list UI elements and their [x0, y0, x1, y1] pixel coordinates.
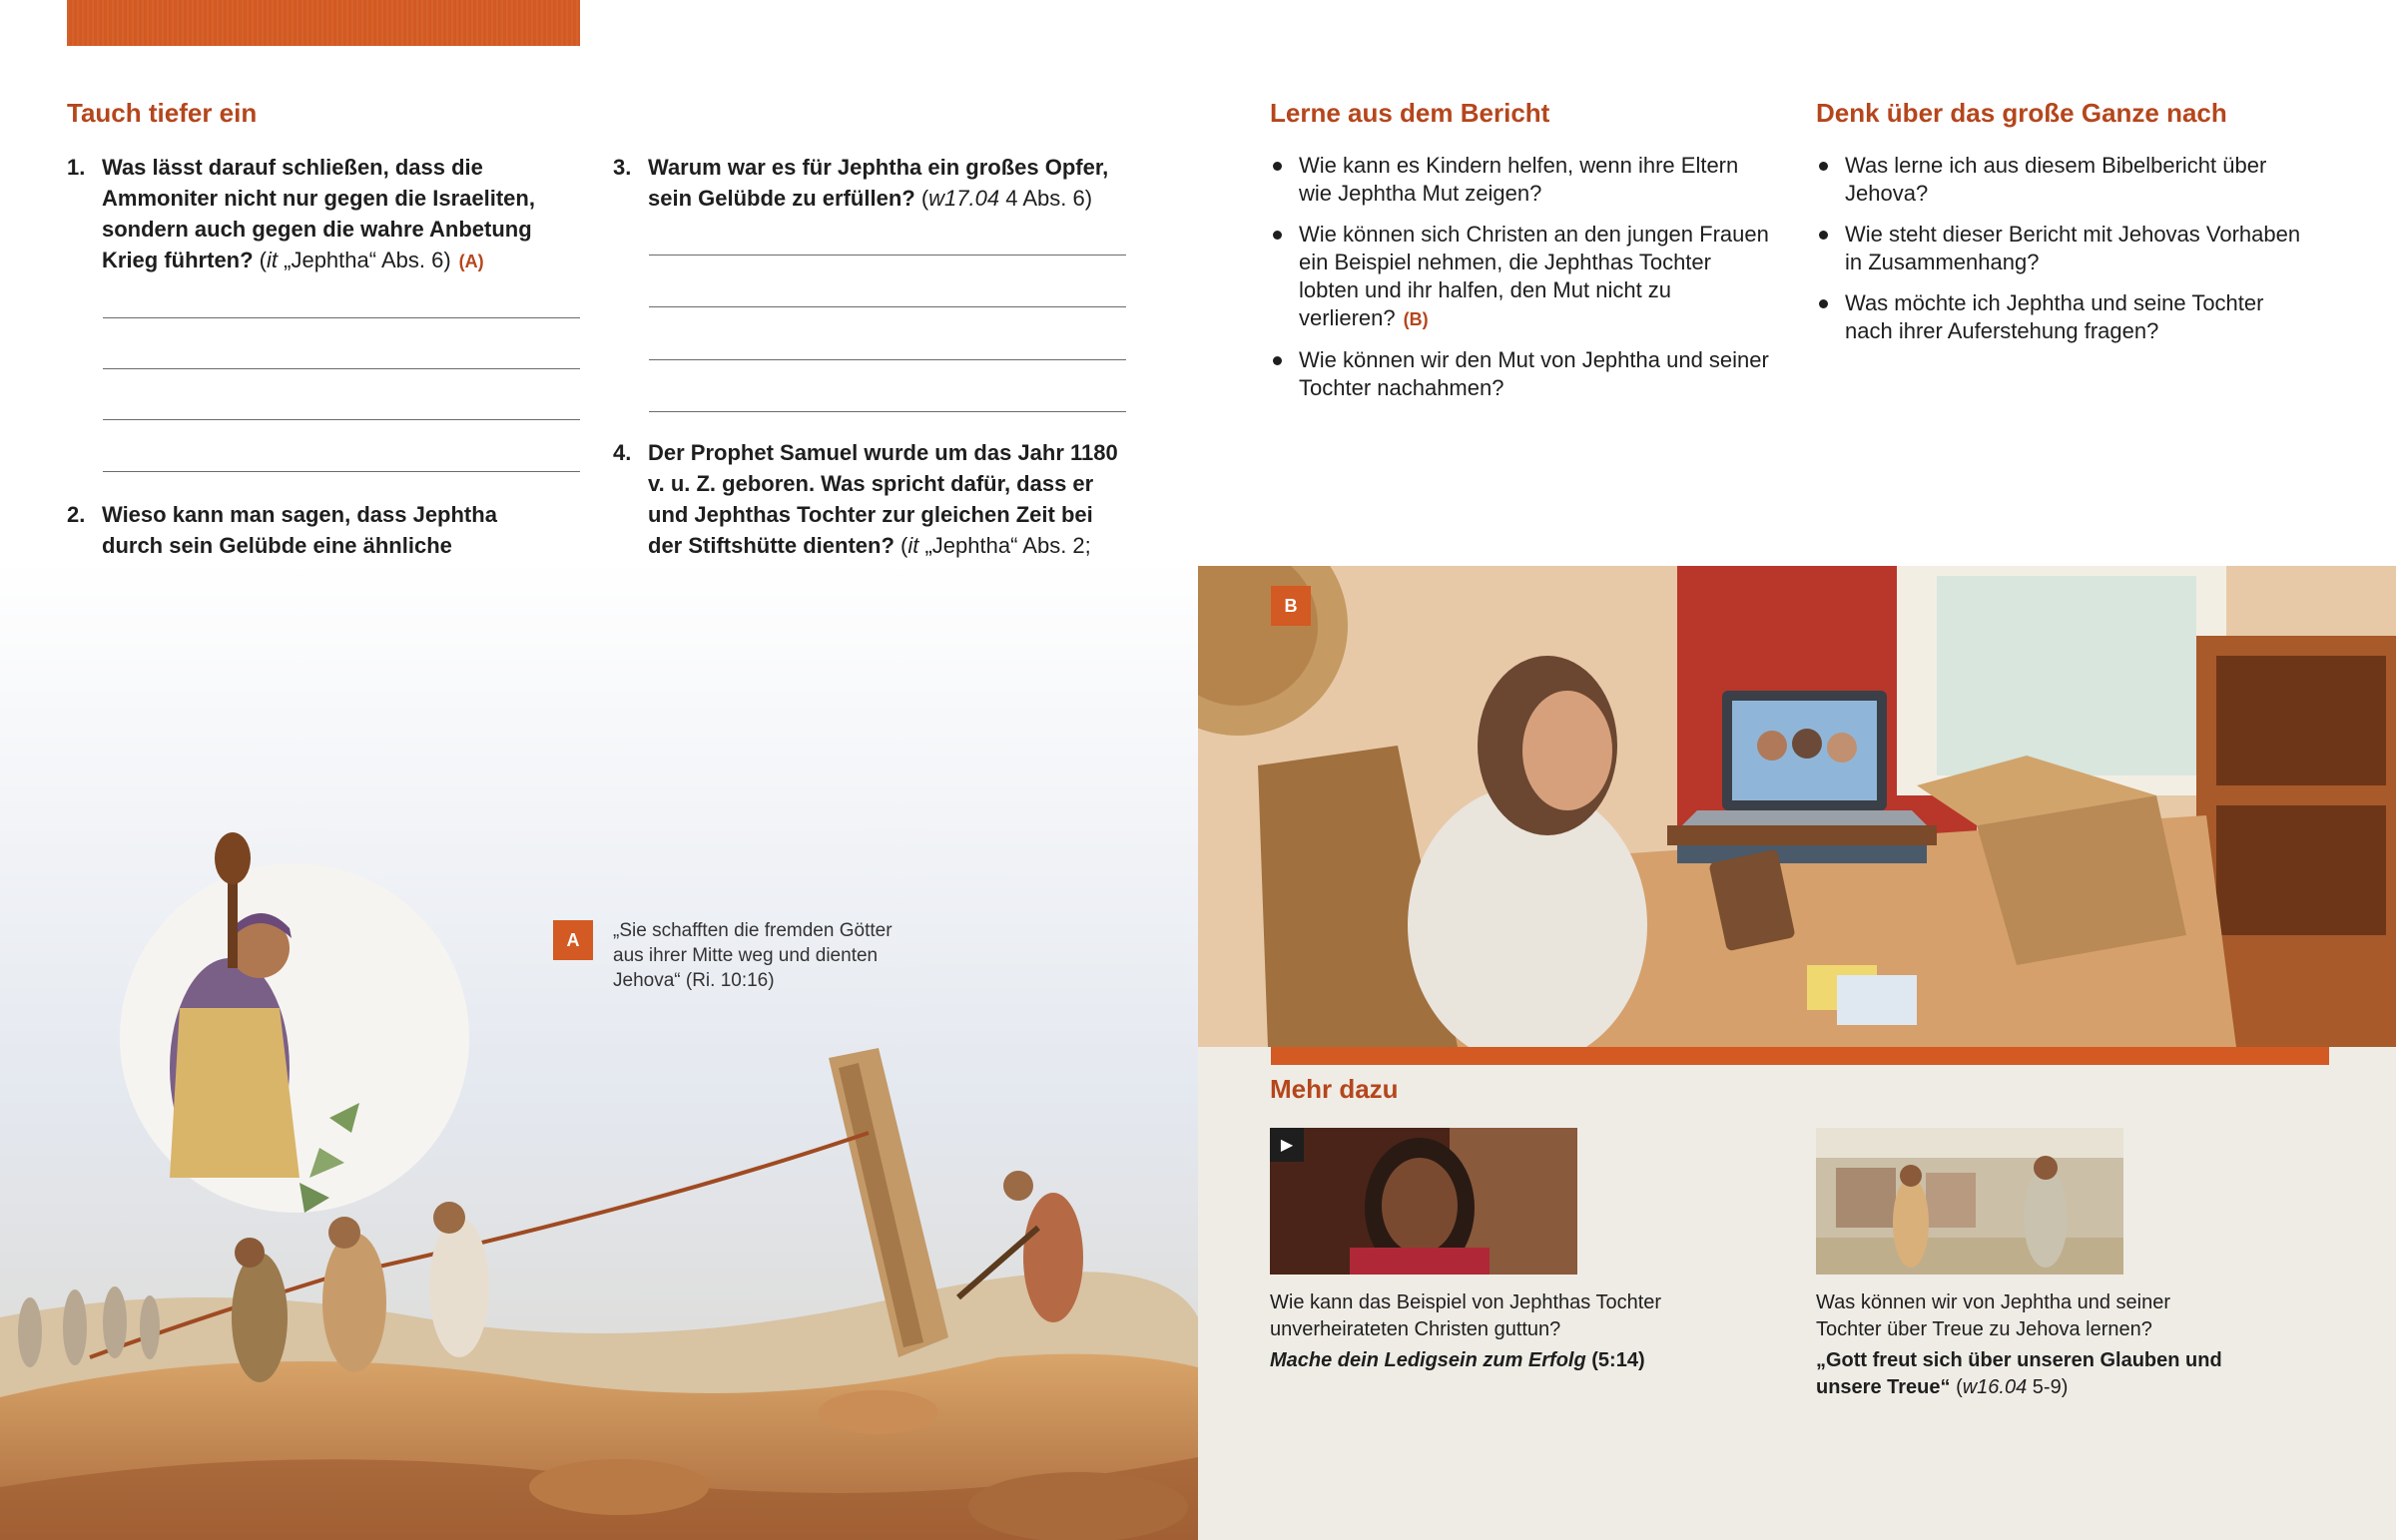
mehr-item-2-caption: [1816, 1289, 2235, 1401]
question-number: 4.: [613, 440, 632, 465]
quote-line: Jehova“ (Ri. 10:16): [613, 970, 775, 991]
list-item: [1816, 221, 2305, 276]
question-text: Der Prophet Samuel wurde um das Jahr 1180 v. u. Z. geboren. Was spricht dafür, dass er und Jephthas Tochter zur gleichen Zeit bei der Stiftshütte dienten?: [648, 440, 1118, 558]
section-title-lerne: Lerne aus dem Bericht: [1270, 98, 1550, 128]
video-duration: (5:14): [1585, 1349, 1645, 1371]
ref-detail: 4 Abs. 6): [999, 186, 1093, 211]
article-title[interactable]: „Gott freut sich über unseren Glauben und unsere Treue“: [1816, 1349, 2222, 1398]
question-number: 1.: [67, 155, 86, 180]
article-illustration: [1816, 1128, 2123, 1275]
ref-open: (: [1950, 1376, 1963, 1398]
ref-publication: w17.04: [928, 186, 1000, 211]
list-item-text: Was lerne ich aus diesem Bibelbericht über Jehova?: [1845, 153, 2267, 206]
list-item: [1816, 152, 2305, 208]
question-1: [67, 152, 556, 277]
woman-video-call-photo: [1198, 566, 2396, 1047]
section-title-denk: Denk über das große Ganze nach: [1816, 98, 2227, 128]
list-item-text: Wie können sich Christen an den jungen Frauen ein Beispiel nehmen, die Jephthas Tochter lobten und ihr halfen, den Mut nicht zu verlieren?: [1299, 222, 1769, 330]
illustration-a: [0, 559, 1198, 1540]
ref-detail: 5-9): [2027, 1376, 2069, 1398]
top-accent-bar: [67, 0, 580, 46]
list-item: [1270, 346, 1769, 402]
lerne-list: [1270, 152, 1769, 415]
question-number: 2.: [67, 502, 86, 527]
scripture-quote: [613, 918, 952, 993]
ref-open: (: [894, 533, 908, 558]
mehr-item-question: Was können wir von Jephtha und seiner Tochter über Treue zu Jehova lernen?: [1816, 1291, 2171, 1340]
illustration-marker-a: A: [553, 920, 593, 960]
answer-line[interactable]: [103, 317, 580, 318]
question-text: Wieso kann man sagen, dass Jephtha durch sein Gelübde eine ähnliche: [102, 502, 497, 558]
pulling-idol-illustration: [0, 559, 1198, 1540]
question-text: Warum war es für Jephtha ein großes Opfer, sein Gelübde zu erfüllen?: [648, 155, 1109, 211]
answer-line[interactable]: [649, 306, 1126, 307]
ref-publication: it: [267, 248, 279, 272]
article-thumbnail[interactable]: [1816, 1128, 2123, 1275]
question-number: 3.: [613, 155, 632, 180]
ref-open: (: [253, 248, 268, 272]
list-item: [1270, 221, 1769, 333]
mehr-item-question: Wie kann das Beispiel von Jephthas Tochter unverheirateten Christen guttun?: [1270, 1291, 1662, 1340]
illustration-ref-tag: (A): [458, 252, 484, 271]
photo-b: [1198, 566, 2396, 1047]
ref-open: (: [914, 186, 929, 211]
answer-line[interactable]: [103, 419, 580, 420]
ref-detail: „Jephtha“ Abs. 6): [278, 248, 451, 272]
list-item-text: Wie steht dieser Bericht mit Jehovas Vorhaben in Zusammenhang?: [1845, 222, 2301, 274]
list-item: [1816, 289, 2305, 345]
denk-list: [1816, 152, 2305, 358]
answer-line[interactable]: [649, 255, 1126, 256]
play-icon[interactable]: ▶: [1270, 1128, 1304, 1162]
list-item-text: Wie kann es Kindern helfen, wenn ihre Eltern wie Jephtha Mut zeigen?: [1299, 153, 1739, 206]
list-item-text: Was möchte ich Jephtha und seine Tochter nach ihrer Auferstehung fragen?: [1845, 290, 2264, 343]
question-3: [613, 152, 1132, 214]
list-item: [1270, 152, 1769, 208]
illustration-ref-tag: (B): [1403, 309, 1429, 329]
quote-line: aus ihrer Mitte weg und dienten: [613, 945, 879, 966]
video-title-link[interactable]: [1270, 1347, 1689, 1374]
video-thumbnail[interactable]: [1270, 1128, 1577, 1275]
photo-marker-b: B: [1271, 586, 1311, 626]
section-title-tauch: Tauch tiefer ein: [67, 98, 258, 128]
answer-line[interactable]: [649, 411, 1126, 412]
mehr-item-1-caption: [1270, 1289, 1689, 1374]
ref-publication: it: [907, 533, 919, 558]
panel-accent-bar: [1271, 1047, 2329, 1065]
ref-detail: „Jephtha“ Abs. 2;: [924, 533, 1091, 558]
section-title-mehr: Mehr dazu: [1270, 1074, 1399, 1104]
ref-publication: w16.04: [1962, 1376, 2028, 1398]
video-title[interactable]: Mache dein Ledigsein zum Erfolg: [1270, 1349, 1586, 1371]
question-text: Was lässt darauf schließen, dass die Ammoniter nicht nur gegen die Israeliten, sondern auch gegen die wahre Anbetung Krieg führten?: [102, 155, 535, 272]
list-item-text: Wie können wir den Mut von Jephtha und seiner Tochter nachahmen?: [1299, 347, 1769, 400]
video-still: [1270, 1128, 1577, 1275]
article-title-link[interactable]: [1816, 1347, 2235, 1401]
answer-line[interactable]: [103, 368, 580, 369]
answer-line[interactable]: [649, 359, 1126, 360]
answer-line[interactable]: [103, 471, 580, 472]
quote-line: „Sie schafften die fremden Götter: [613, 920, 893, 941]
